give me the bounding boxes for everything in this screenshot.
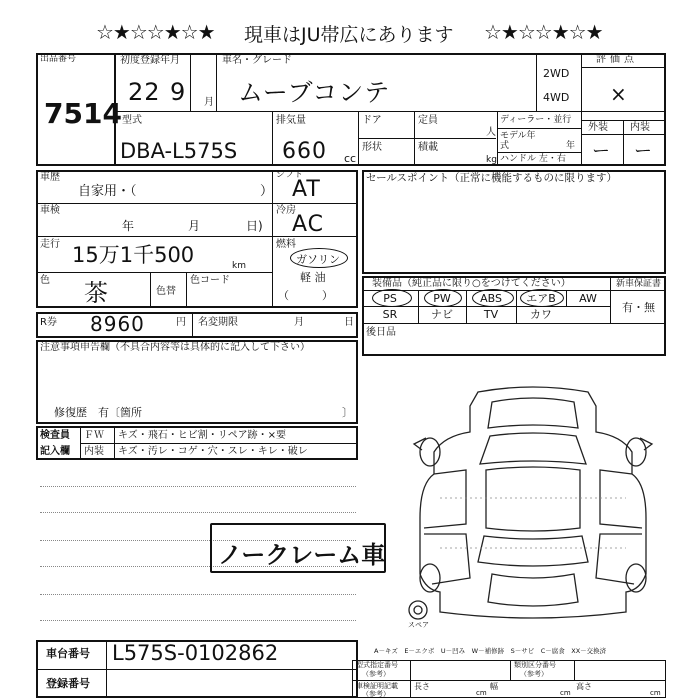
first-reg-year: 22 xyxy=(128,78,161,106)
body-type-label: 形状 xyxy=(362,142,382,153)
height-unit: cm xyxy=(650,689,661,697)
equip-ps: PS xyxy=(383,292,397,305)
equip-sr: SR xyxy=(382,308,398,321)
width-unit: cm xyxy=(560,689,571,697)
handle-label: ハンドル 左・右 xyxy=(500,154,566,164)
no-claim-stamp-text: ノークレーム車 xyxy=(218,541,386,569)
aircon-label: 冷房 xyxy=(276,205,296,216)
warranty-value: 有・無 xyxy=(622,301,655,314)
header-stars-left: ☆★☆☆★☆★ xyxy=(96,20,215,44)
name-change-label: 名変期限 xyxy=(198,317,238,328)
fuel-diesel: 軽 油 xyxy=(300,271,326,284)
reg-number-label: 登録番号 xyxy=(46,677,90,690)
equip-tv: TV xyxy=(483,308,499,321)
equip-pw-circle xyxy=(424,289,462,307)
spare-label: スペア xyxy=(408,621,429,629)
shift-value: AT xyxy=(292,177,321,202)
rear-seat-label: 後日品 xyxy=(366,327,396,338)
model-name-value: ムーブコンテ xyxy=(238,78,391,107)
warranty-label: 新車保証書 xyxy=(616,279,662,289)
color-label: 色 xyxy=(40,275,50,286)
recycle-value: 8960 xyxy=(90,312,145,336)
name-change-day: 日 xyxy=(344,317,354,328)
dealer-label: ディーラー・並行 xyxy=(500,115,572,125)
height-label: 高さ xyxy=(576,682,592,691)
exterior-label: 外装 xyxy=(588,122,608,133)
color-code-label: 色コード xyxy=(190,275,230,286)
capacity-unit: 人 xyxy=(486,127,496,138)
first-reg-month-unit: 月 xyxy=(204,97,214,108)
model-code-value: DBA-L575S xyxy=(120,139,238,163)
lot-number-value: 7514 xyxy=(44,97,122,130)
repair-label: 修復歴 有〔箇所 xyxy=(54,406,142,419)
equipment-label: 装備品（純正品に限り○をつけてください） xyxy=(372,278,571,289)
sales-point-frame xyxy=(362,170,666,274)
color-change-label: 色替 xyxy=(156,286,176,297)
equip-abs-circle xyxy=(472,289,514,307)
class-no-label: 類別区分番号 xyxy=(514,661,556,669)
equip-leather: カワ xyxy=(530,308,552,321)
cert-sub: （参考） xyxy=(362,690,390,698)
equip-ps-circle xyxy=(372,289,412,307)
load-unit: kg xyxy=(486,155,497,165)
model-code-label: 型式 xyxy=(122,115,142,126)
interior-value: ー xyxy=(634,141,653,162)
drive-4wd: 4WD xyxy=(543,91,570,104)
equip-pw: PW xyxy=(433,292,451,305)
displacement-value: 660 xyxy=(282,139,327,164)
inspection-year: 年 xyxy=(122,219,135,233)
inspector-interior-items: キズ・汚レ・コゲ・穴・スレ・キレ・破レ xyxy=(118,446,308,457)
inspector-fw: ＦＷ xyxy=(84,430,104,441)
fuel-paren: （ ） xyxy=(278,289,333,302)
shift-label: シフト xyxy=(276,170,304,180)
color-value: 茶 xyxy=(84,279,109,307)
model-year-unit: 年 xyxy=(566,141,576,151)
damage-legend: A－キズ E－エクボ U－凹み W－補修跡 S－サビ C－腐食 XX－交換済 xyxy=(374,647,607,655)
type-no-sub: （参考） xyxy=(362,670,390,678)
first-reg-label: 初度登録年月 xyxy=(120,55,180,66)
capacity-label: 定員 xyxy=(418,115,438,126)
car-diagram xyxy=(400,378,666,630)
recycle-unit: 円 xyxy=(176,317,186,328)
drive-2wd: 2WD xyxy=(543,67,570,80)
first-reg-month: 9 xyxy=(170,78,187,106)
header-stars-right: ☆★☆☆★☆★ xyxy=(484,20,603,44)
fuel-gasoline-circle xyxy=(290,248,348,268)
history-value: 自家用・（ xyxy=(78,184,137,199)
name-change-month: 月 xyxy=(294,317,304,328)
width-label: 幅 xyxy=(490,682,498,691)
equip-abs: ABS xyxy=(480,292,502,305)
recycle-label: R券 xyxy=(40,317,57,328)
lot-number-label: 出品番号 xyxy=(40,54,77,64)
load-label: 積載 xyxy=(418,142,438,153)
mileage-value: 15万1千500 xyxy=(72,243,195,267)
cert-label: 車検証明記載 xyxy=(356,682,398,690)
header-title: 現車はJU帯広にあります xyxy=(244,24,454,46)
aircon-value: AC xyxy=(292,212,325,237)
type-no-label: 型式指定番号 xyxy=(356,661,398,669)
exterior-value: ー xyxy=(592,141,611,162)
inspection-label: 車検 xyxy=(40,205,60,216)
history-label: 車歴 xyxy=(40,172,60,183)
equip-airbag-circle xyxy=(520,289,564,307)
doors-label: ドア xyxy=(362,115,382,126)
sales-point-label: セールスポイント（正常に機能するものに限ります） xyxy=(366,172,618,184)
inspector-interior: 内装 xyxy=(84,446,104,457)
repair-close: 〕 xyxy=(342,406,353,419)
interior-label: 内装 xyxy=(630,122,650,133)
mileage-unit: km xyxy=(232,261,246,271)
mileage-label: 走行 xyxy=(40,239,60,250)
model-name-label: 車名・グレード xyxy=(222,55,292,66)
history-close: ） xyxy=(260,184,274,199)
equip-aw: AW xyxy=(579,292,597,305)
bottom-right-frame xyxy=(352,660,666,698)
inspector-fw-items: キズ・飛石・ヒビ割・リペア跡・×要 xyxy=(118,430,286,441)
length-label: 長さ xyxy=(414,682,430,691)
inspection-month: 月 xyxy=(188,219,201,233)
inspection-day: 日) xyxy=(246,219,263,233)
chassis-value: L575S-0102862 xyxy=(112,641,279,665)
grade-value: × xyxy=(610,82,628,106)
fuel-gasoline: ガソリン xyxy=(296,253,340,266)
equip-airbag: エアB xyxy=(526,292,556,305)
recycle-frame xyxy=(36,312,358,338)
length-unit: cm xyxy=(476,689,487,697)
displacement-label: 排気量 xyxy=(276,115,306,126)
grade-label: 評価点 xyxy=(596,54,638,65)
model-year-label: モデル年式 xyxy=(500,131,536,151)
equip-navi: ナビ xyxy=(431,308,453,321)
inspector-label-2: 記入欄 xyxy=(40,446,70,457)
inspector-label-1: 検査員 xyxy=(40,430,70,441)
notes-label: 注意事項申告欄（不具合内容等は具体的に記入して下さい） xyxy=(40,342,310,353)
displacement-unit: cc xyxy=(344,152,357,165)
fuel-label: 燃料 xyxy=(276,239,296,250)
chassis-label: 車台番号 xyxy=(46,647,90,660)
class-no-sub: （参考） xyxy=(520,670,548,678)
